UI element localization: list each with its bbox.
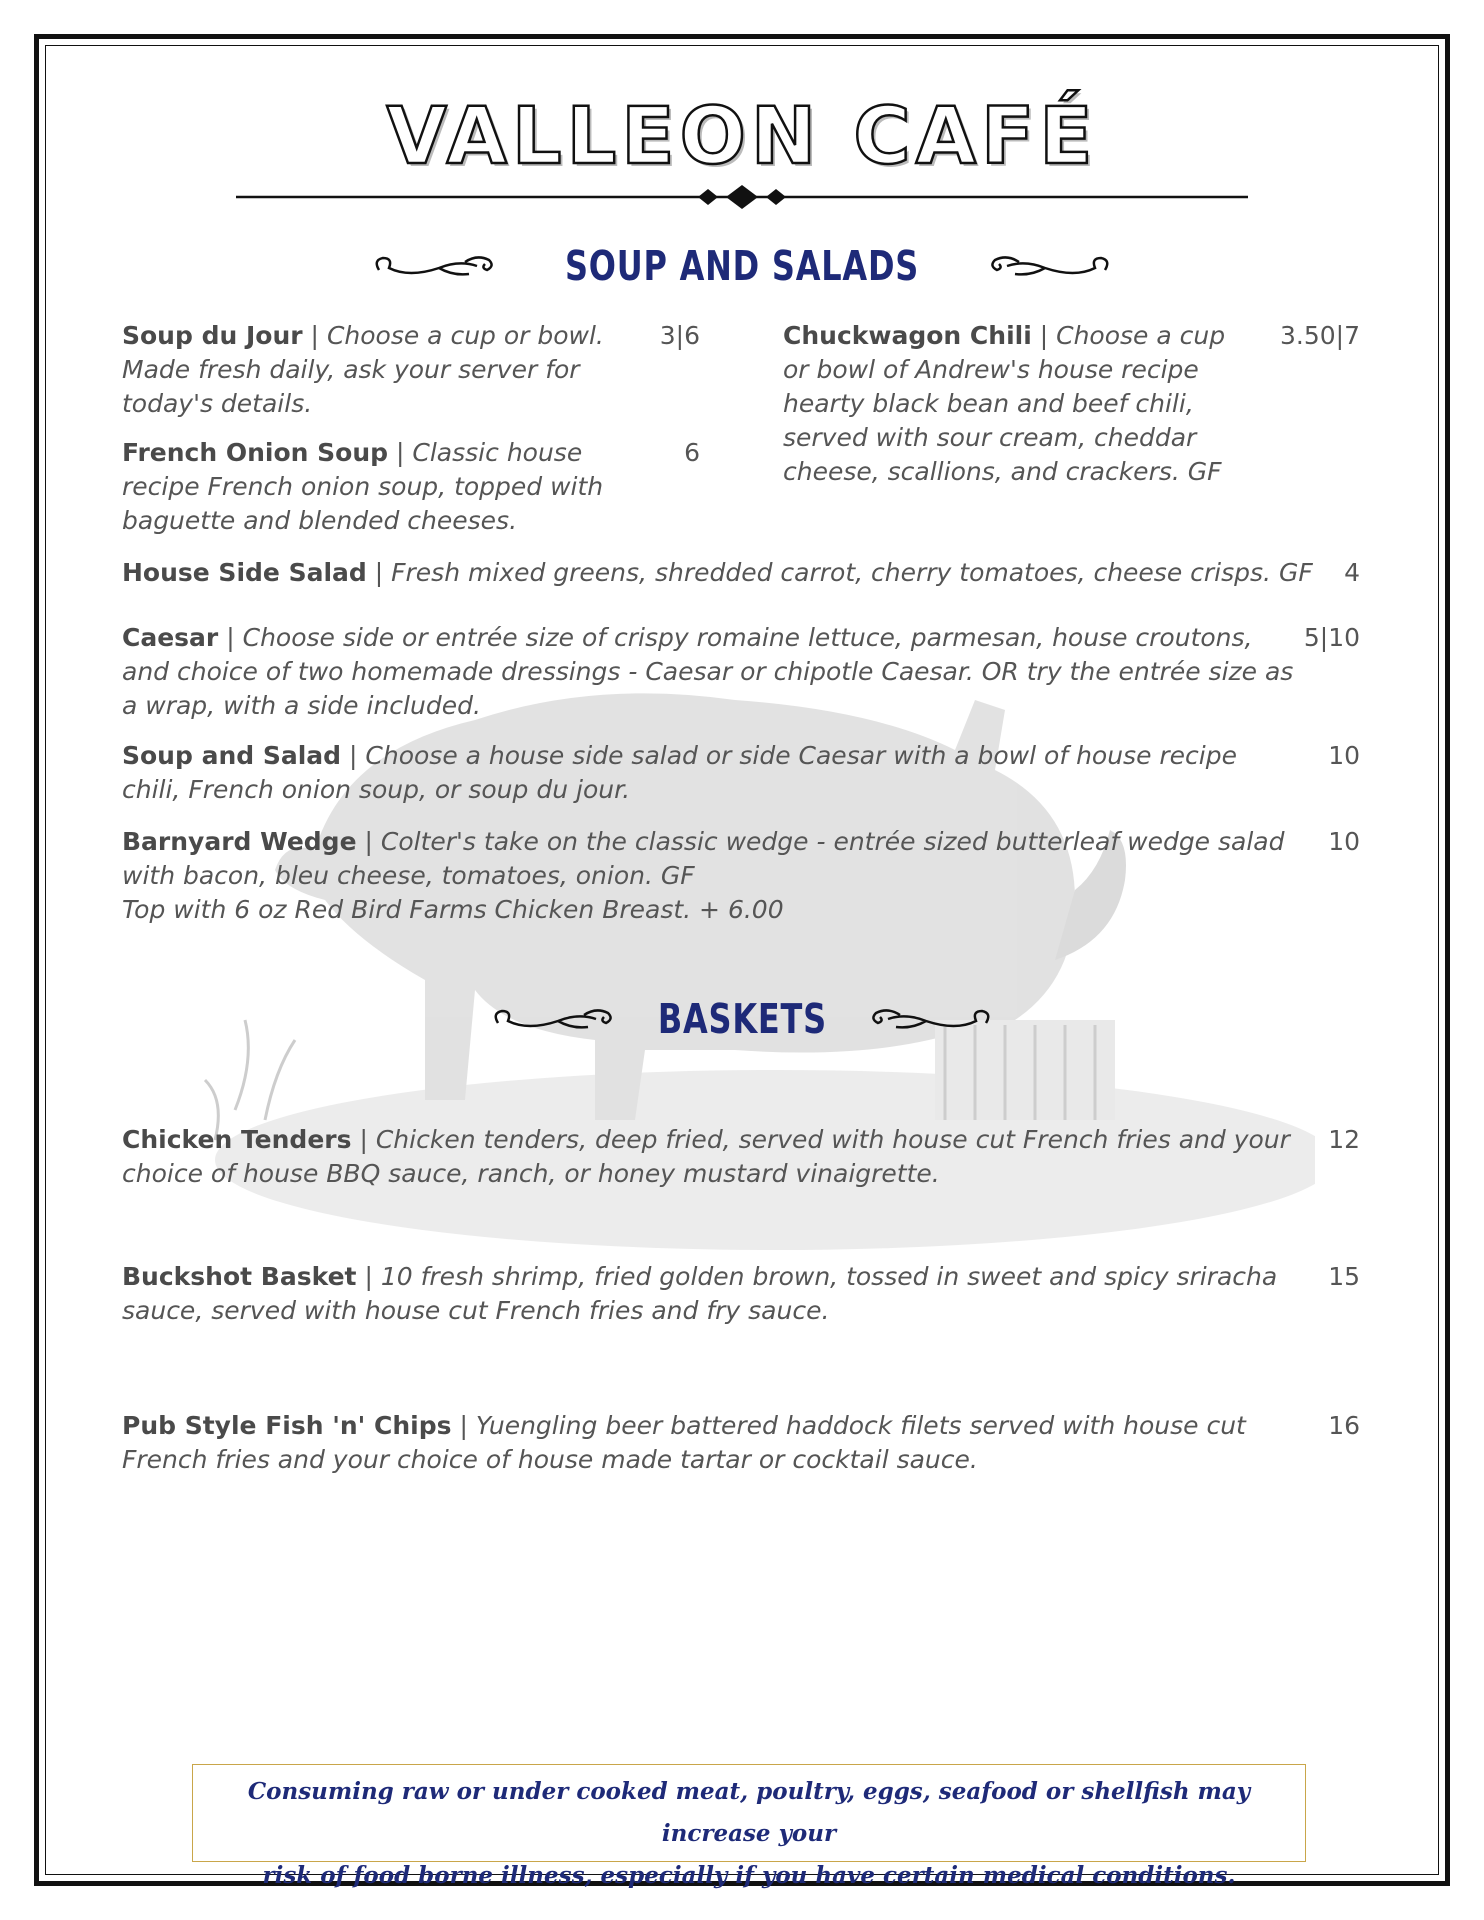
- item-description: Classic house recipe French onion soup, topped with baguette and blended cheeses.: [122, 438, 604, 535]
- notice-line-1: Consuming raw or under cooked meat, poultry, eggs, seafood or shellfish may increase your: [247, 1778, 1251, 1847]
- menu-item-chuckwagon-chili: [783, 319, 1253, 489]
- item-separator: |: [226, 623, 235, 652]
- item-name: Buckshot Basket: [122, 1262, 357, 1291]
- item-price: 3.50|7: [1280, 321, 1360, 350]
- item-separator: |: [459, 1411, 468, 1440]
- title-divider: [236, 182, 1248, 212]
- item-separator: |: [396, 438, 405, 467]
- item-separator: |: [374, 558, 384, 587]
- item-name: Chuckwagon Chili: [783, 321, 1032, 350]
- item-name: Soup and Salad: [122, 741, 342, 770]
- item-name: Barnyard Wedge: [122, 827, 357, 856]
- item-description: Choose side or entrée size of crispy romaine lettuce, parmesan, house croutons, and choice of two homemade dressings - Caesar or chipotle Caesar. OR try the entrée size as a wrap, with a side included.: [122, 623, 1294, 720]
- flourish-left-icon: [369, 246, 501, 286]
- item-price: 12: [1328, 1125, 1360, 1154]
- item-separator: |: [349, 741, 358, 770]
- item-price: 3|6: [659, 321, 700, 350]
- notice-line-2: risk of food borne illness, especially if you have certain medical conditions.: [262, 1862, 1236, 1889]
- item-price: 15: [1328, 1262, 1360, 1291]
- item-name: Caesar: [122, 623, 219, 652]
- section-heading-baskets: [0, 989, 1484, 1049]
- flourish-right-icon: [864, 999, 996, 1039]
- item-name: French Onion Soup: [122, 438, 389, 467]
- item-separator: |: [310, 321, 319, 350]
- item-separator: |: [1039, 321, 1049, 350]
- menu-item-soup-du-jour: [122, 319, 642, 421]
- item-price: 10: [1328, 827, 1360, 856]
- item-description: Choose a house side salad or side Caesar with a bowl of house recipe chili, French onion soup, or soup du jour.: [122, 741, 1238, 804]
- section-heading-soups: [0, 236, 1484, 296]
- item-description: Colter's take on the classic wedge - entrée sized butterleaf wedge salad with bacon, bleu cheese, tomatoes, onion. GF: [122, 827, 1285, 890]
- item-description: Fresh mixed greens, shredded carrot, cherry tomatoes, cheese crisps. GF: [391, 558, 1313, 587]
- menu-item-buckshot-basket: [122, 1260, 1302, 1328]
- item-price: 16: [1328, 1411, 1360, 1440]
- menu-item-chicken-tenders: [122, 1123, 1302, 1191]
- item-addon: Top with 6 oz Red Bird Farms Chicken Breast. + 6.00: [122, 895, 784, 924]
- item-name: House Side Salad: [122, 558, 367, 587]
- item-separator: |: [364, 1262, 373, 1291]
- item-price: 4: [1344, 558, 1360, 587]
- item-separator: |: [364, 827, 373, 856]
- menu-item-soup-and-salad: [122, 739, 1302, 807]
- item-price: 5|10: [1303, 623, 1360, 652]
- menu-item-house-side-salad: [122, 556, 1322, 590]
- item-description: Choose a cup or bowl. Made fresh daily, ask your server for today's details.: [122, 321, 604, 418]
- item-description: Chicken tenders, deep fried, served with house cut French fries and your choice of house BBQ sauce, ranch, or honey mustard vinaigrette.: [122, 1125, 1290, 1188]
- restaurant-name: VALLEON CAFÉ: [386, 92, 1098, 182]
- item-description: Choose a cup or bowl of Andrew's house recipe hearty black bean and beef chili, served with sour cream, cheddar cheese, scallions, and crackers. GF: [783, 321, 1226, 486]
- flourish-right-icon: [983, 246, 1115, 286]
- item-description: 10 fresh shrimp, fried golden brown, tossed in sweet and spicy sriracha sauce, served with house cut French fries and fry sauce.: [122, 1262, 1278, 1325]
- section-title-soups: SOUP AND SALADS: [564, 242, 920, 290]
- food-safety-notice: [192, 1764, 1306, 1889]
- item-price: 10: [1328, 741, 1360, 770]
- flourish-left-icon: [488, 999, 620, 1039]
- menu-item-barnyard-wedge: [122, 825, 1302, 927]
- item-separator: |: [359, 1125, 368, 1154]
- item-name: Pub Style Fish 'n' Chips: [122, 1411, 452, 1440]
- item-name: Chicken Tenders: [122, 1125, 352, 1154]
- menu-item-caesar: [122, 621, 1302, 723]
- section-title-baskets: BASKETS: [657, 995, 827, 1043]
- item-price: 6: [684, 438, 700, 467]
- menu-item-fish-and-chips: [122, 1409, 1302, 1477]
- menu-item-french-onion-soup: [122, 436, 642, 538]
- item-description: Yuengling beer battered haddock filets served with house cut French fries and your choice of house made tartar or cocktail sauce.: [122, 1411, 1246, 1474]
- item-name: Soup du Jour: [122, 321, 303, 350]
